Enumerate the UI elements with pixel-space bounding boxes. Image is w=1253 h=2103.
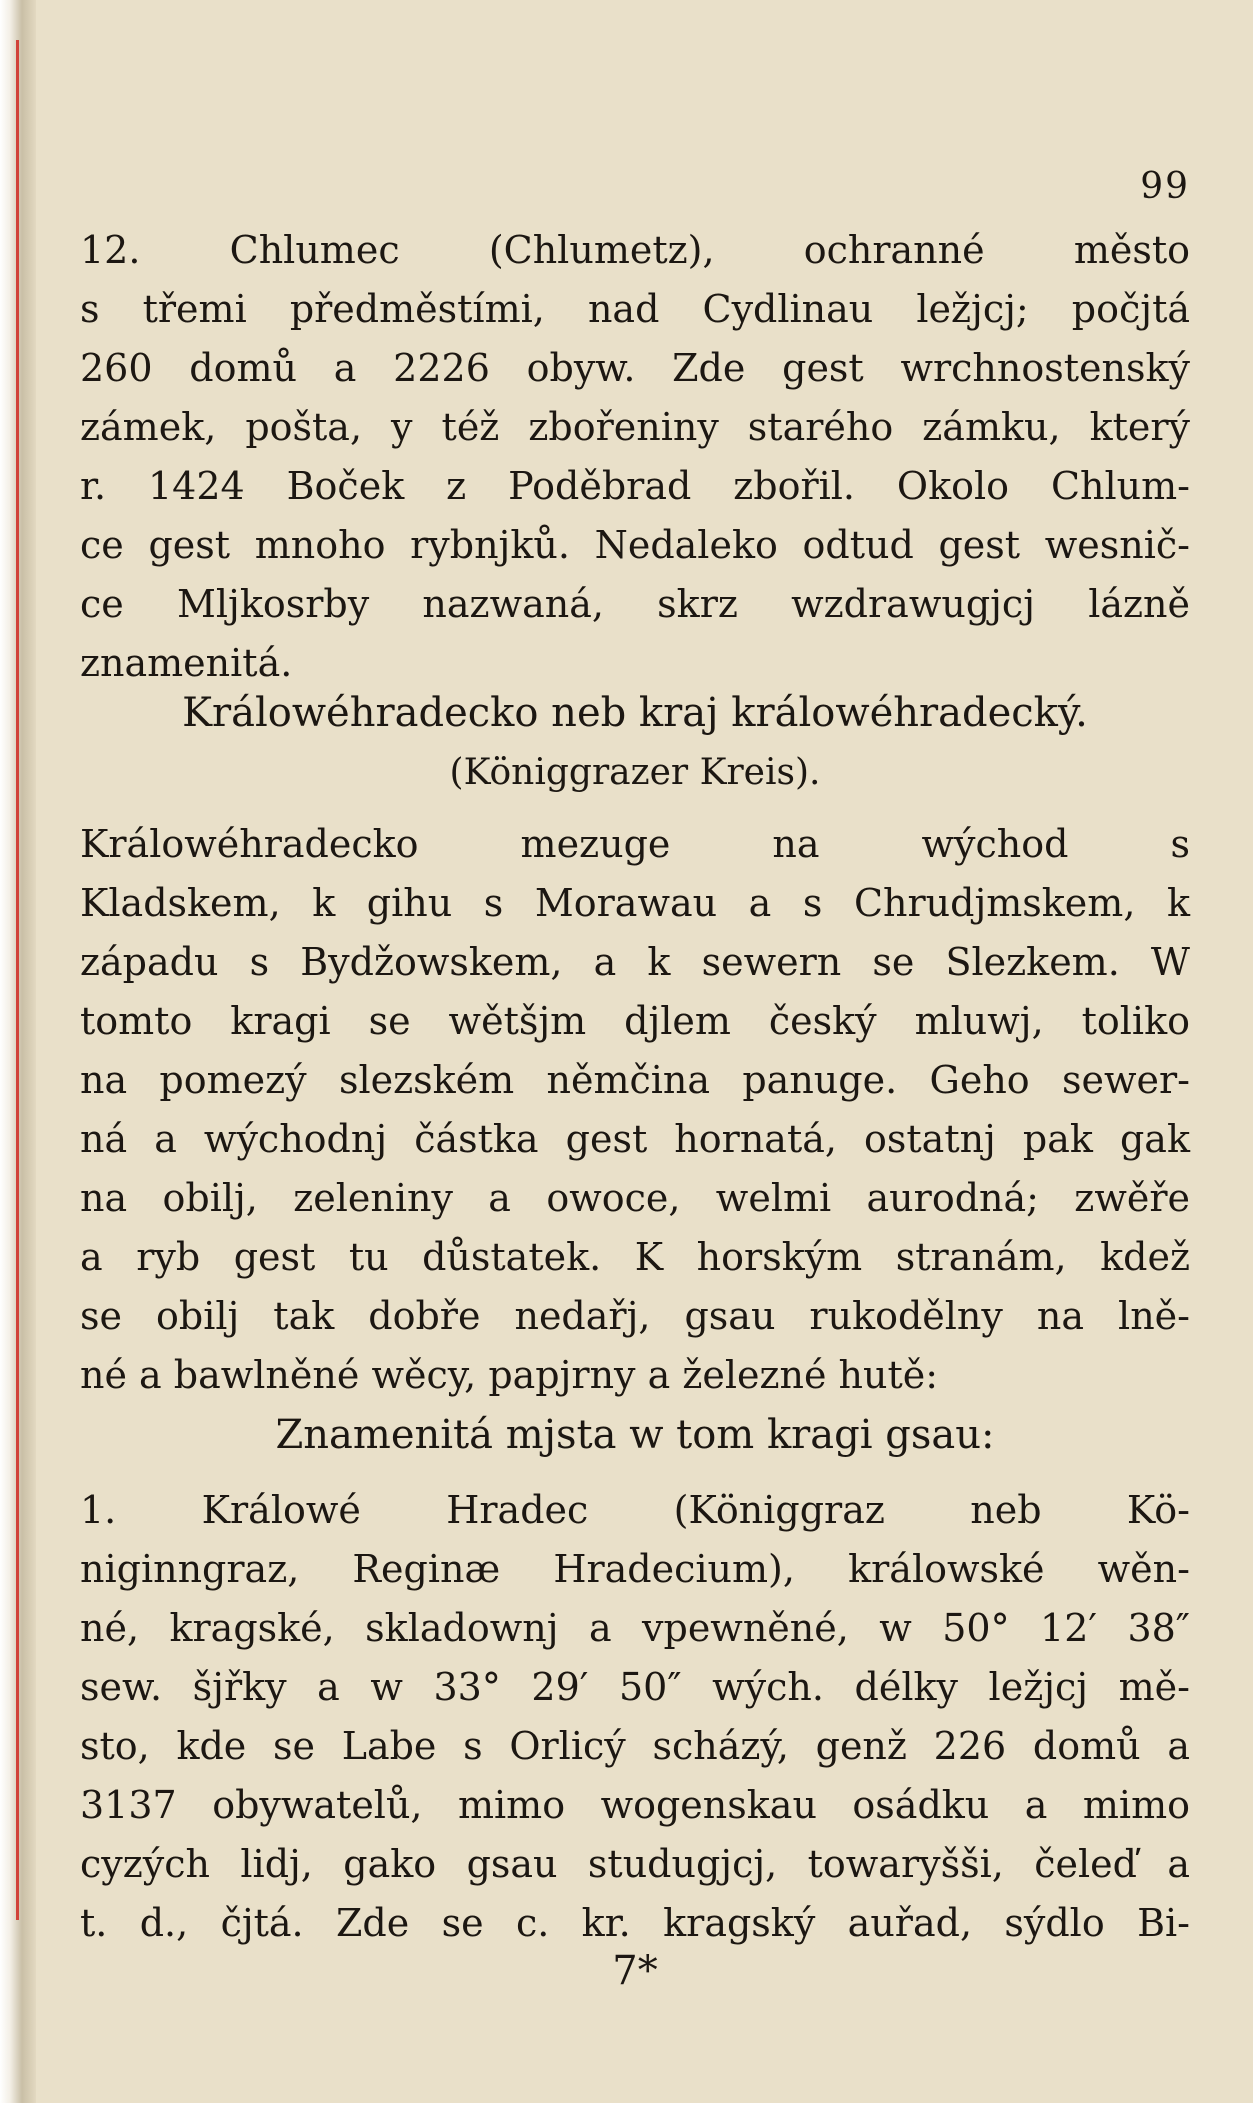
book-page (80, 0, 1190, 2103)
section-subtitle: (Königgrazer Kreis). (449, 752, 821, 793)
text-line: sew. šjřky a w 33° 29′ 50″ wých. délky ležjcj mě- (80, 1665, 1190, 1709)
text-line: ce Mljkosrby nazwaná, skrz wzdrawugjcj lázně (80, 582, 1190, 626)
text-line: sto, kde se Labe s Orlicý scházý, genž 226 domů a (80, 1724, 1190, 1768)
text-line: cyzých lidj, gako gsau studugjcj, towaryšši, čeleď a (80, 1842, 1190, 1886)
text-line: 12. Chlumec (Chlumetz), ochranné město (80, 228, 1190, 272)
text-line: zámek, pošta, y též zbořeniny starého zámku, který (80, 405, 1190, 449)
text-line: západu s Bydžowskem, a k sewern se Slezkem. W (80, 940, 1190, 984)
text-line: Kladskem, k gihu s Morawau a s Chrudjmskem, k (80, 881, 1190, 925)
text-line: s třemi předměstími, nad Cydlinau ležjcj; počjtá (80, 287, 1190, 331)
text-line: na pomezý slezském němčina panuge. Geho sewer- (80, 1058, 1190, 1102)
page-number: 99 (1140, 166, 1190, 207)
text-line: 3137 obywatelů, mimo wogenskau osádku a mimo (80, 1783, 1190, 1827)
text-line: na obilj, zeleniny a owoce, welmi aurodná; zwěře (80, 1176, 1190, 1220)
text-line: ná a wýchodnj částka gest hornatá, ostatnj pak gak (80, 1117, 1190, 1161)
text-line: tomto kragi se wětšjm djlem český mluwj, toliko (80, 999, 1190, 1043)
signature-mark: 7* (612, 1948, 658, 1994)
text-line: t. d., čjtá. Zde se c. kr. kragský auřad, sýdlo Bi- (80, 1901, 1190, 1945)
places-heading: Znamenitá mjsta w tom kragi gsau: (275, 1412, 995, 1458)
text-line: né a bawlněné wěcy, papjrny a železné hutě: (80, 1353, 939, 1397)
spine-red-line (16, 40, 19, 1920)
text-line: a ryb gest tu důstatek. K horským stranám, kdež (80, 1235, 1190, 1279)
text-line: Králowéhradecko mezuge na wýchod s (80, 822, 1190, 866)
text-line: 1. Králowé Hradec (Königgraz neb Kö- (80, 1488, 1190, 1532)
text-line: niginngraz, Reginæ Hradecium), králowské wěn- (80, 1547, 1190, 1591)
text-line: 260 domů a 2226 obyw. Zde gest wrchnostenský (80, 346, 1190, 390)
text-line: znamenitá. (80, 641, 293, 685)
text-line: r. 1424 Boček z Poděbrad zbořil. Okolo Chlum- (80, 464, 1190, 508)
text-line: ce gest mnoho rybnjků. Nedaleko odtud gest wesnič- (80, 523, 1190, 567)
section-title: Králowéhradecko neb kraj králowéhradecký. (182, 690, 1088, 736)
text-line: né, kragské, skladownj a vpewněné, w 50° 12′ 38″ (80, 1606, 1190, 1650)
book-spine-edge (0, 0, 36, 2103)
text-line: se obilj tak dobře nedařj, gsau rukodělny na lně- (80, 1294, 1190, 1338)
